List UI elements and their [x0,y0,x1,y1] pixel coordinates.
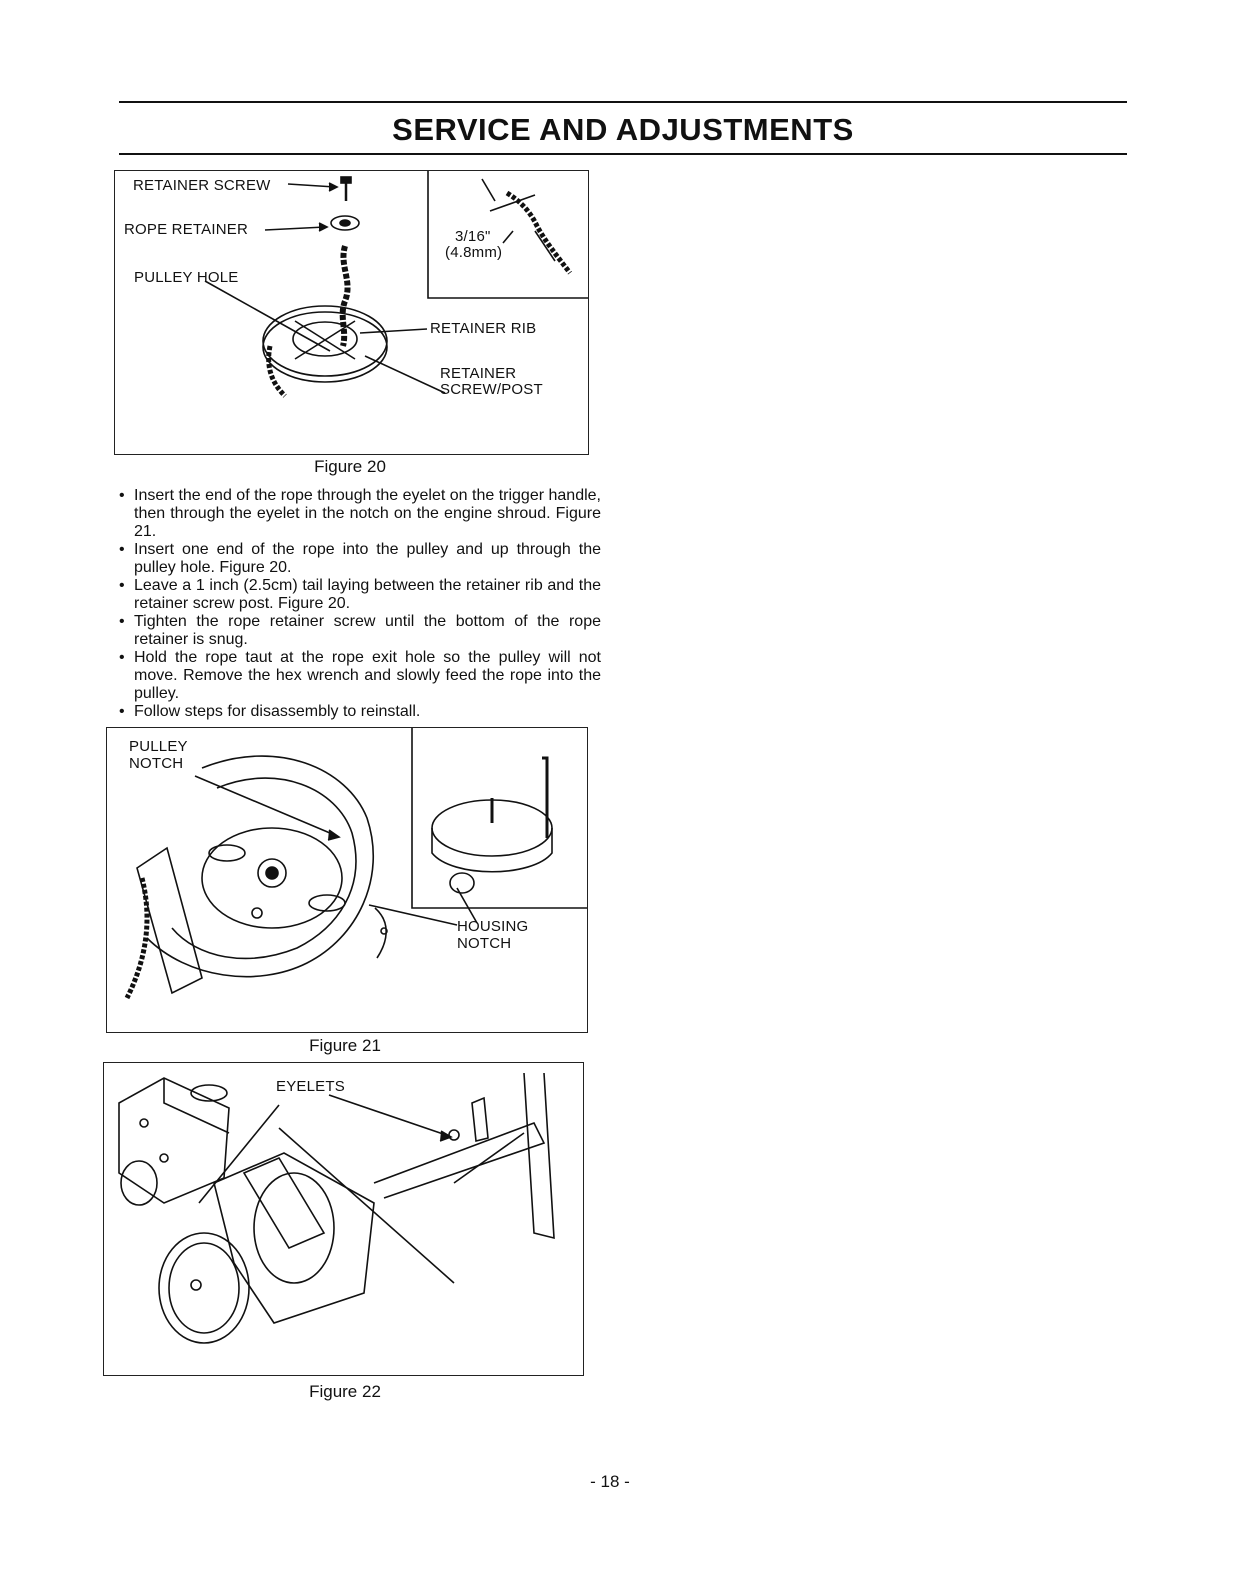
label-housing-notch-1: HOUSING [457,918,529,935]
label-pulley-notch-2: NOTCH [129,755,184,772]
instruction-item: • Follow steps for disassembly to reinstall. [117,703,601,721]
figure-21-caption: Figure 21 [309,1036,381,1055]
figure-20-illustration [115,171,589,455]
top-rule [119,101,1127,103]
label-retainer-rib: RETAINER RIB [430,320,537,337]
figure-22-illustration [104,1063,584,1376]
label-pulley-notch-1: PULLEY [129,738,188,755]
label-retainer-screw: RETAINER SCREW [133,177,271,194]
label-rope-retainer: ROPE RETAINER [124,221,249,238]
label-measurement-inch: 3/16" [455,228,491,245]
instruction-item: • Insert one end of the rope into the pulley and up through the pulley hole. Figure 20. [117,541,601,577]
label-retainer-screw-post-1: RETAINER [440,365,517,382]
figure-22 [103,1062,584,1376]
instruction-item: • Hold the rope taut at the rope exit hole so the pulley will not move. Remove the hex wrench and slowly feed the rope into the pulley. [117,649,601,703]
figure-20-caption: Figure 20 [314,457,386,476]
instruction-list [117,487,601,721]
figure-20 [114,170,589,455]
label-retainer-screw-post-2: SCREW/POST [440,381,543,398]
figure-21-illustration [107,728,588,1033]
page-title: SERVICE AND ADJUSTMENTS [392,112,854,147]
figure-22-caption: Figure 22 [309,1382,381,1401]
label-eyelets: EYELETS [276,1078,345,1095]
page-number: - 18 - [590,1472,630,1491]
label-measurement-mm: (4.8mm) [445,244,503,261]
instruction-item: • Insert the end of the rope through the eyelet on the trigger handle, then through the eyelet in the notch on the engine shroud. Figure 21. [117,487,601,541]
label-housing-notch-2: NOTCH [457,935,512,952]
label-pulley-hole: PULLEY HOLE [134,269,239,286]
instruction-item: • Tighten the rope retainer screw until the bottom of the rope retainer is snug. [117,613,601,649]
figure-21 [106,727,588,1033]
title-underline [119,153,1127,155]
instruction-item: • Leave a 1 inch (2.5cm) tail laying between the retainer rib and the retainer screw post. Figure 20. [117,577,601,613]
